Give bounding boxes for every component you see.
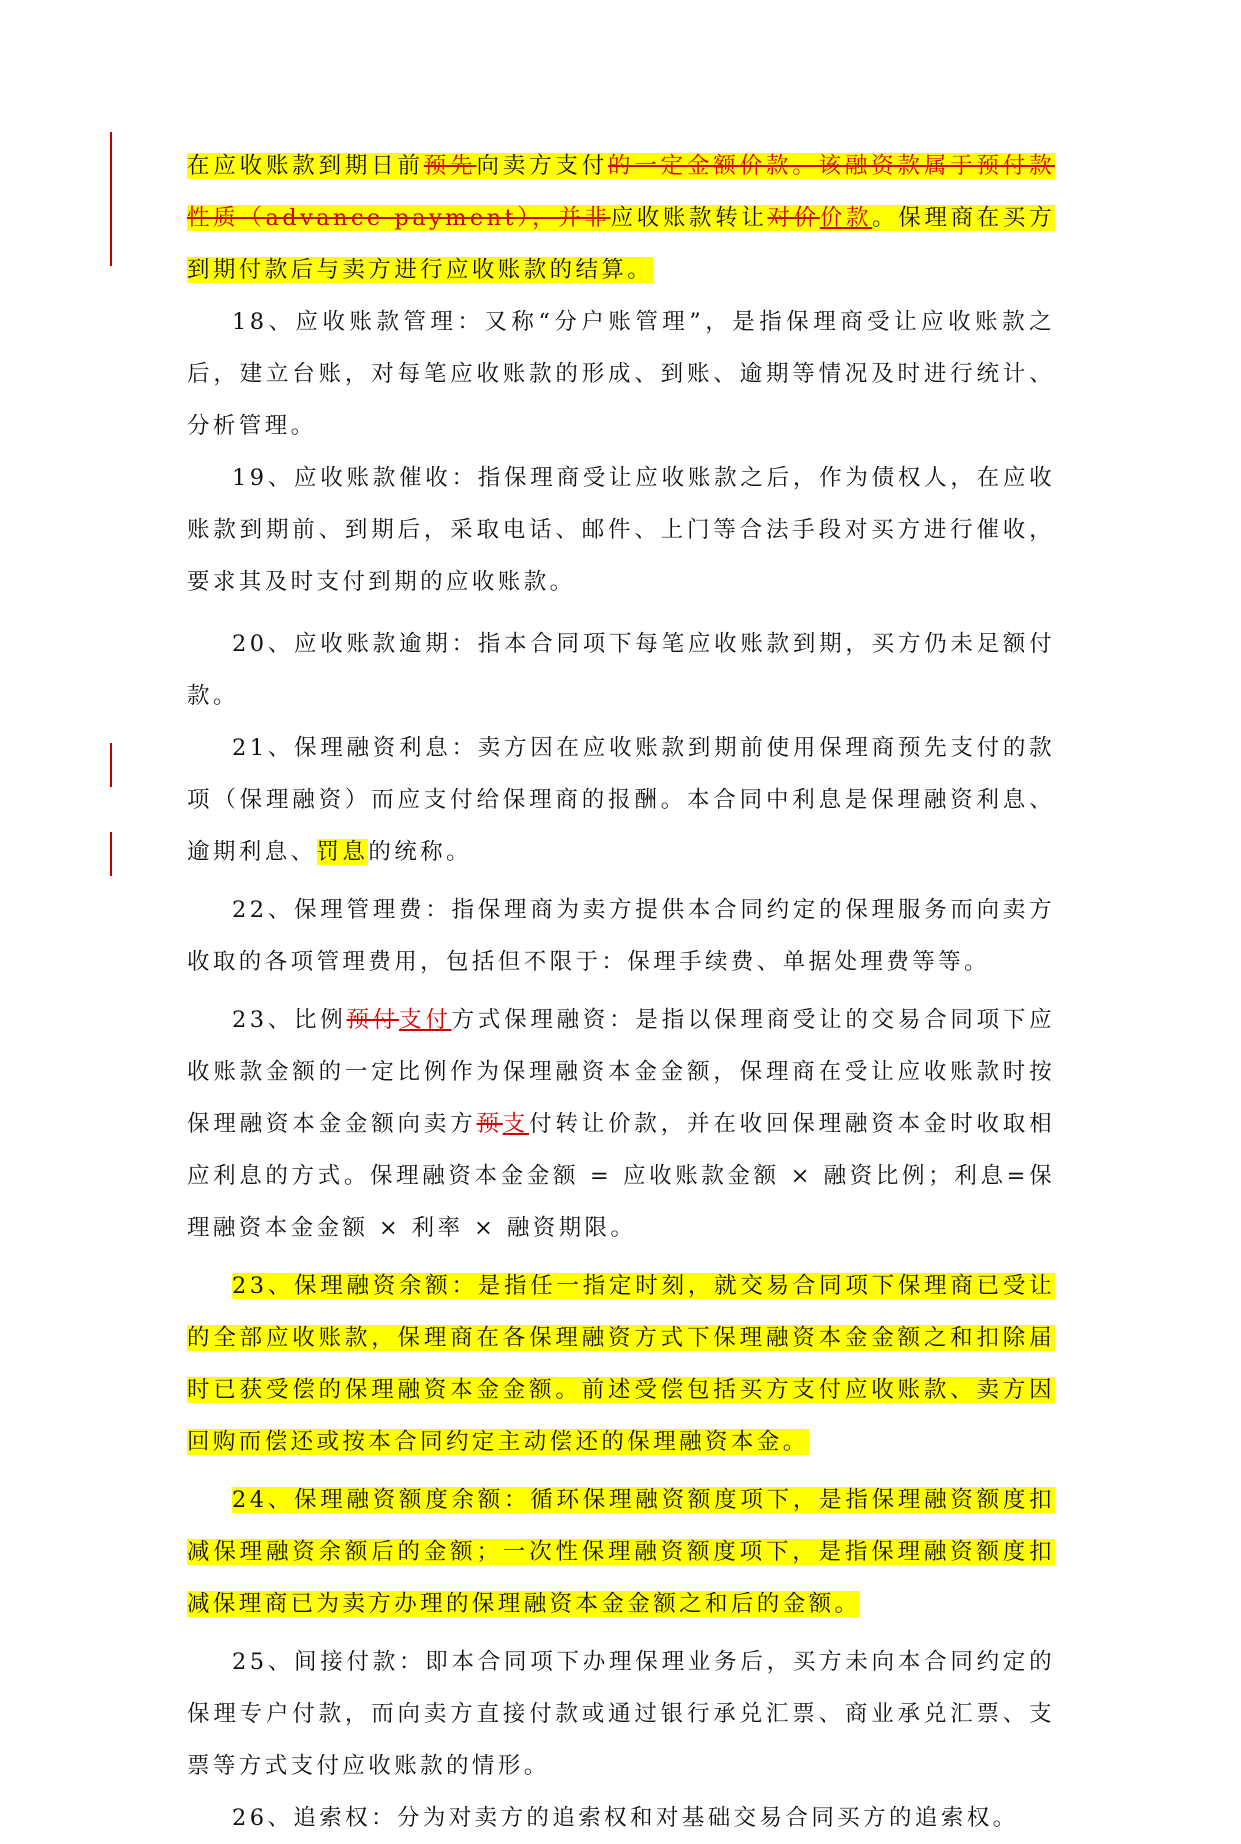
revision-change-bar	[110, 832, 112, 876]
paragraph-24	[187, 1474, 1055, 1630]
paragraph-19: 19、应收账款催收：指保理商受让应收账款之后，作为债权人，在应收账款到期前、到期后，采取电话、邮件、上门等合法手段对买方进行催收，要求其及时支付到期的应收账款。	[187, 465, 1055, 595]
paragraph-continuation	[187, 140, 1055, 296]
paragraph-20: 20、应收账款逾期：指本合同项下每笔应收账款到期，买方仍未足额付款。	[187, 631, 1055, 709]
deleted-text: 预先	[423, 153, 477, 179]
paragraph-26: 26、追索权：分为对卖方的追索权和对基础交易合同买方的追索权。	[232, 1805, 1019, 1831]
highlighted-text: 罚息	[316, 839, 369, 865]
highlighted-text: 23、保理融资余额：是指任一指定时刻，就交易合同项下保理商已受让的全部应收账款，保理商在各保理融资方式下保理融资本金金额之和扣除届时已获受偿的保理融资本金金额。前述受偿包括买方支付应收账款、卖方因回购而偿还或按本合同约定主动偿还的保理融资本金。	[187, 1273, 1055, 1455]
document-body	[187, 140, 1055, 1844]
deleted-text: 对价	[767, 205, 820, 231]
paragraph-22: 22、保理管理费：指保理商为卖方提供本合同约定的保理服务而向卖方收取的各项管理费用，包括但不限于：保理手续费、单据处理费等等。	[187, 897, 1055, 975]
paragraph-21: 21、保理融资利息：卖方因在应收账款到期前使用保理商预先支付的款项（保理融资）而应支付给保理商的报酬。本合同中利息是保理融资利息、逾期利息、罚息的统称。	[187, 735, 1055, 865]
revision-change-bar	[110, 132, 112, 266]
paragraph-18: 18、应收账款管理：又称“分户账管理”，是指保理商受让应收账款之后，建立台账，对每笔应收账款的形成、到账、逾期等情况及时进行统计、分析管理。	[187, 309, 1055, 439]
inserted-text: 支付	[399, 1007, 452, 1033]
deleted-text: 预	[476, 1111, 503, 1137]
revision-change-bar	[110, 743, 112, 787]
paragraph-23-financing-balance	[187, 1260, 1055, 1468]
highlighted-text: 在应收账款到期日前预先向卖方支付的一定金额价款。该融资款属于预付款性质（advance payment），并非应收账款转让对价价款。保理商在买方到期付款后与卖方进行应收账款的结算。	[187, 153, 1055, 283]
inserted-text: 价款	[819, 205, 873, 231]
inserted-text: 支	[502, 1111, 530, 1137]
deleted-text: 预付	[346, 1007, 400, 1033]
deleted-text: 的一定金额价款。该融资款属于预付款性质（advance payment），并非	[187, 153, 1055, 231]
highlighted-text: 24、保理融资额度余额：循环保理融资额度项下，是指保理融资额度扣减保理融资余额后的金额；一次性保理融资额度项下，是指保理融资额度扣减保理商已为卖方办理的保理融资本金金额之和后的金额。	[187, 1487, 1055, 1617]
paragraph-23-ratio-financing: 23、比例预付支付方式保理融资：是指以保理商受让的交易合同项下应收账款金额的一定比例作为保理融资本金金额，保理商在受让应收账款时按保理融资本金金额向卖方预支付转让价款，并在收回保理融资本金时收取相应利息的方式。保理融资本金金额 = 应收账款金额 × 融资比例；利息=保理融资本金金额 × 利率 × 融资期限。	[187, 1007, 1056, 1241]
paragraph-25: 25、间接付款：即本合同项下办理保理业务后，买方未向本合同约定的保理专户付款，而向卖方直接付款或通过银行承兑汇票、商业承兑汇票、支票等方式支付应收账款的情形。	[187, 1649, 1055, 1779]
